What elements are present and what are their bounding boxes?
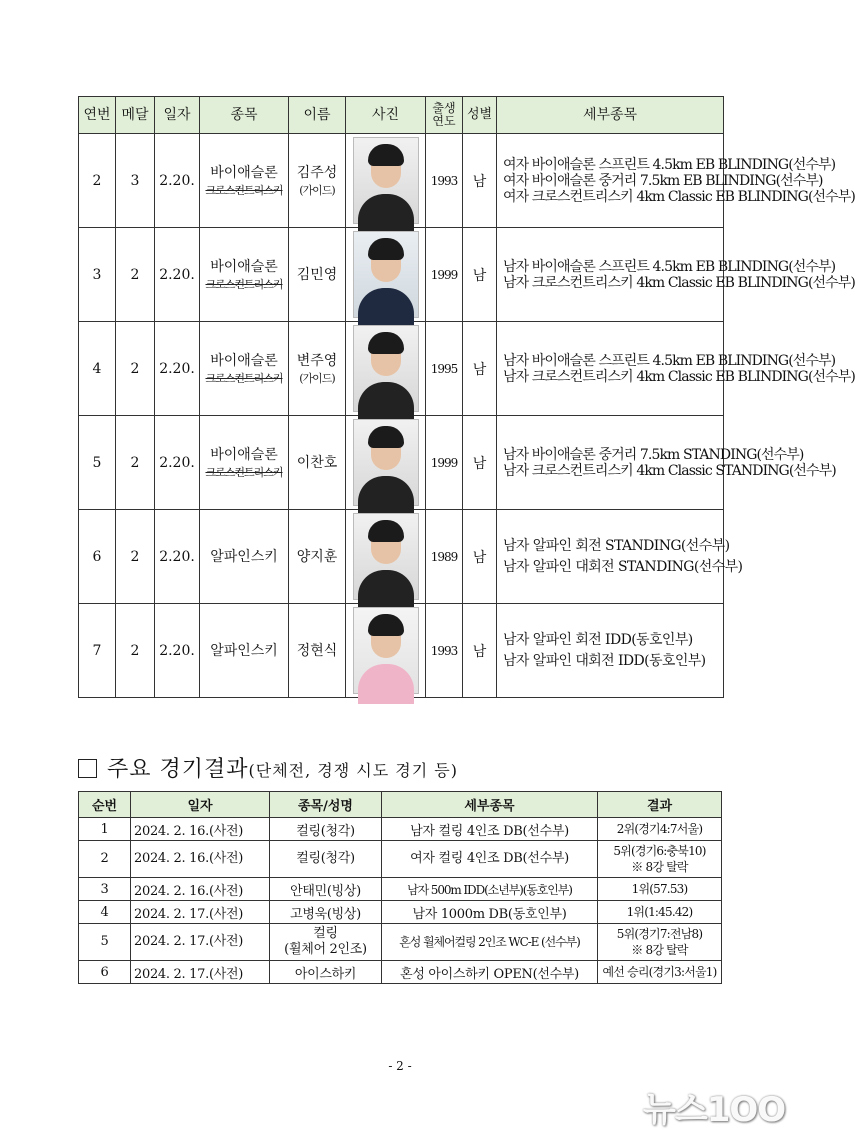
row-gender: 남 [463, 604, 497, 698]
table-row [79, 818, 722, 841]
result-date: 2024. 2. 17.(사전) [131, 961, 270, 984]
row-gender: 남 [463, 510, 497, 604]
athlete-note: (가이드) [299, 184, 335, 197]
row-photo [346, 322, 426, 416]
result-detail: 혼성 아이스하키 OPEN(선수부) [382, 961, 598, 984]
detail-line: 남자 크로스컨트리스키 4km Classic STANDING(선수부) [503, 462, 836, 479]
row-no: 4 [79, 322, 116, 416]
table-row [79, 878, 722, 901]
row-medal: 2 [116, 604, 155, 698]
header-detail: 세부종목 [497, 97, 724, 134]
section-title-text: 주요 경기결과 [107, 757, 249, 782]
result-event: 아이스하키 [270, 961, 382, 984]
row-date: 2.20. [155, 604, 200, 698]
detail-line: 남자 크로스컨트리스키 4km Classic EB BLINDING(선수부) [503, 368, 855, 385]
row-photo [346, 134, 426, 228]
row-event [200, 134, 289, 228]
header-date: 일자 [131, 792, 270, 818]
result-event: 고병욱(빙상) [270, 901, 382, 924]
row-photo [346, 604, 426, 698]
detail-line: 남자 알파인 회전 STANDING(선수부) [503, 537, 730, 554]
detail-line: 여자 크로스컨트리스키 4km Classic EB BLINDING(선수부) [503, 188, 855, 205]
result-date: 2024. 2. 16.(사전) [131, 818, 270, 841]
row-event [200, 322, 289, 416]
row-detail [497, 228, 855, 322]
row-event: 알파인스키 [200, 510, 289, 604]
row-no: 2 [79, 134, 116, 228]
row-name: 양지훈 [289, 510, 346, 604]
table-row [79, 961, 722, 984]
row-event: 알파인스키 [200, 604, 289, 698]
result-detail: 여자 컬링 4인조 DB(선수부) [382, 841, 598, 878]
result-detail: 남자 500m IDD(소년부)(동호인부) [382, 878, 598, 901]
row-name [289, 228, 346, 322]
athlete-note: (가이드) [299, 372, 335, 385]
row-date: 2.20. [155, 228, 200, 322]
table-row [79, 134, 724, 228]
detail-line: 여자 바이애슬론 스프린트 4.5km EB BLINDING(선수부) [503, 156, 836, 173]
section-subtitle: (단체전, 경쟁 시도 경기 등) [248, 761, 458, 780]
detail-line: 남자 알파인 대회전 IDD(동호인부) [503, 652, 706, 669]
photo-icon [353, 137, 419, 224]
result-note: ※ 8강 탈락 [631, 860, 688, 874]
header-medal: 메달 [116, 97, 155, 134]
event-name: 바이애슬론 [210, 447, 278, 463]
row-name [289, 134, 346, 228]
header-detail: 세부종목 [382, 792, 598, 818]
table-row [79, 901, 722, 924]
result-no: 4 [79, 901, 131, 924]
event-name: 바이애슬론 [210, 259, 278, 275]
row-gender: 남 [463, 416, 497, 510]
athlete-name: 변주영 [296, 353, 338, 369]
athlete-name: 이찬호 [296, 454, 338, 471]
row-event [200, 416, 289, 510]
row-name: 정현식 [289, 604, 346, 698]
table-row [79, 322, 724, 416]
result-value: 1위(57.53) [598, 878, 722, 901]
table-row [79, 510, 724, 604]
table-row [79, 228, 724, 322]
photo-icon [353, 231, 419, 318]
watermark-logo: 뉴스1OO [643, 1090, 786, 1130]
athletes-header-row [79, 97, 724, 134]
results-table [78, 791, 722, 984]
row-birth: 1999 [426, 416, 463, 510]
result-note: ※ 8강 탈락 [631, 943, 688, 957]
detail-line: 남자 알파인 회전 IDD(동호인부) [503, 631, 693, 648]
result-event: 컬링(청각) [270, 841, 382, 878]
result-event-line: 컬링 [313, 926, 338, 941]
event-sub: 크로스컨트리스키 [205, 278, 283, 291]
result-no: 6 [79, 961, 131, 984]
result-date: 2024. 2. 16.(사전) [131, 878, 270, 901]
result-detail: 남자 컬링 4인조 DB(선수부) [382, 818, 598, 841]
row-date: 2.20. [155, 510, 200, 604]
header-birth: 출생연도 [426, 97, 463, 134]
row-photo [346, 416, 426, 510]
row-birth: 1993 [426, 604, 463, 698]
result-no: 2 [79, 841, 131, 878]
checkbox-square-icon [78, 759, 97, 778]
row-photo [346, 510, 426, 604]
table-row [79, 924, 722, 961]
detail-line: 남자 바이애슬론 중거리 7.5km STANDING(선수부) [503, 446, 804, 463]
detail-line: 남자 바이애슬론 스프린트 4.5km EB BLINDING(선수부) [503, 258, 836, 275]
result-event-line: (휠체어 2인조) [284, 942, 367, 957]
athlete-name: 김민영 [296, 266, 338, 283]
result-event: 안태민(빙상) [270, 878, 382, 901]
row-medal: 2 [116, 228, 155, 322]
photo-icon [353, 607, 419, 694]
result-date: 2024. 2. 17.(사전) [131, 901, 270, 924]
result-no: 1 [79, 818, 131, 841]
row-photo [346, 228, 426, 322]
row-no: 7 [79, 604, 116, 698]
header-event: 종목 [200, 97, 289, 134]
row-medal: 2 [116, 416, 155, 510]
row-birth: 1995 [426, 322, 463, 416]
row-no: 3 [79, 228, 116, 322]
result-detail: 남자 1000m DB(동호인부) [382, 901, 598, 924]
result-detail: 혼성 휠체어컬링 2인조 WC-E (선수부) [382, 924, 598, 961]
row-gender: 남 [463, 322, 497, 416]
event-sub: 크로스컨트리스키 [205, 184, 283, 197]
row-medal: 2 [116, 322, 155, 416]
table-row [79, 841, 722, 878]
result-event [270, 924, 382, 961]
row-birth: 1999 [426, 228, 463, 322]
header-no: 순번 [79, 792, 131, 818]
page-number: - 2 - [388, 1059, 412, 1073]
row-medal: 3 [116, 134, 155, 228]
result-date: 2024. 2. 16.(사전) [131, 841, 270, 878]
row-birth: 1993 [426, 134, 463, 228]
row-detail [497, 416, 836, 510]
photo-icon [353, 325, 419, 412]
row-detail [497, 134, 855, 228]
photo-icon [353, 513, 419, 600]
header-no: 연번 [79, 97, 116, 134]
result-value: 2위(경기4:7서울) [598, 818, 722, 841]
athlete-name: 김주성 [296, 165, 338, 181]
header-gender: 성별 [463, 97, 497, 134]
event-name: 바이애슬론 [210, 353, 278, 369]
result-value: 1위(1:45.42) [598, 901, 722, 924]
result-line: 5위(경기7:전남8) [616, 927, 703, 941]
result-line: 5위(경기6:충북10) [613, 844, 706, 858]
header-name: 이름 [289, 97, 346, 134]
section-heading [78, 752, 458, 783]
row-birth: 1989 [426, 510, 463, 604]
photo-icon [353, 419, 419, 506]
result-no: 3 [79, 878, 131, 901]
table-row [79, 416, 724, 510]
row-no: 6 [79, 510, 116, 604]
row-no: 5 [79, 416, 116, 510]
detail-line: 남자 바이애슬론 스프린트 4.5km EB BLINDING(선수부) [503, 352, 836, 369]
row-date: 2.20. [155, 322, 200, 416]
row-gender: 남 [463, 228, 497, 322]
result-date: 2024. 2. 17.(사전) [131, 924, 270, 961]
row-date: 2.20. [155, 134, 200, 228]
header-event: 종목/성명 [270, 792, 382, 818]
row-name [289, 322, 346, 416]
event-sub: 크로스컨트리스키 [205, 372, 283, 385]
row-name [289, 416, 346, 510]
header-date: 일자 [155, 97, 200, 134]
result-value: 예선 승리(경기3:서울1) [598, 961, 722, 984]
row-gender: 남 [463, 134, 497, 228]
row-detail [497, 322, 855, 416]
detail-line: 남자 크로스컨트리스키 4km Classic EB BLINDING(선수부) [503, 274, 855, 291]
row-date: 2.20. [155, 416, 200, 510]
result-event: 컬링(청각) [270, 818, 382, 841]
row-detail [497, 510, 743, 604]
result-no: 5 [79, 924, 131, 961]
result-value [598, 841, 722, 878]
results-header-row [79, 792, 722, 818]
header-result: 결과 [598, 792, 722, 818]
table-row [79, 604, 724, 698]
event-name: 바이애슬론 [210, 165, 278, 181]
header-photo: 사진 [346, 97, 426, 134]
row-event [200, 228, 289, 322]
result-value [598, 924, 722, 961]
row-detail [497, 604, 724, 698]
event-sub: 크로스컨트리스키 [205, 466, 283, 479]
detail-line: 여자 바이애슬론 중거리 7.5km EB BLINDING(선수부) [503, 172, 823, 189]
row-medal: 2 [116, 510, 155, 604]
athletes-table [78, 96, 855, 698]
detail-line: 남자 알파인 대회전 STANDING(선수부) [503, 558, 743, 575]
